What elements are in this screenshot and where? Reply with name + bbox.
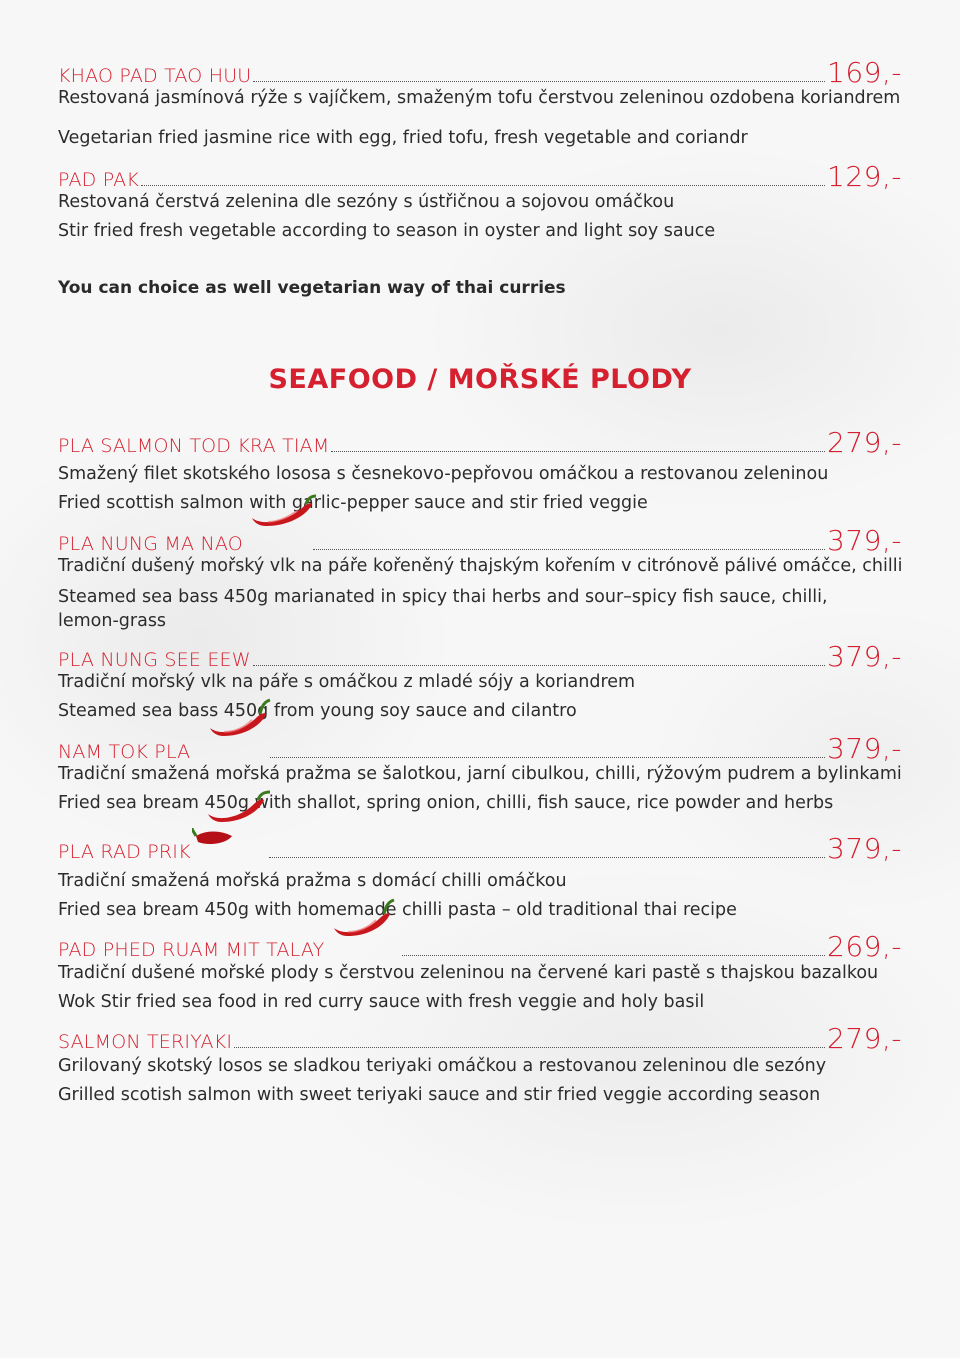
dish-description-en: Fried scottish salmon with garlic-pepper sauce and stir fried veggie bbox=[58, 493, 648, 513]
menu-item-name-row bbox=[58, 426, 902, 458]
dish-description-en: Fried sea bream 450g with shallot, spring onion, chilli, fish sauce, rice powder and herbs bbox=[58, 793, 834, 813]
dish-description-cz: Tradiční smažená mořská pražma se šalotkou, jarní cibulkou, chilli, rýžovým pudrem a bylinkami bbox=[58, 764, 902, 784]
dish-name: PAD PAK bbox=[58, 169, 140, 191]
dot-leader bbox=[253, 665, 825, 666]
chili-pepper-icon bbox=[246, 492, 318, 530]
dot-leader bbox=[269, 857, 825, 858]
chili-pepper-icon bbox=[330, 898, 396, 940]
dish-description-cz: Tradiční dušené mořské plody s čerstvou zeleninou na červené kari pastě s thajskou bazalkou bbox=[58, 963, 879, 983]
dot-leader bbox=[234, 1047, 825, 1048]
dish-description-cz: Restovaná čerstvá zelenina dle sezóny s ústřičnou a sojovou omáčkou bbox=[58, 192, 675, 212]
dish-description-cz: Grilovaný skotský losos se sladkou teriyaki omáčkou a restovanou zeleninou dle sezóny bbox=[58, 1056, 827, 1076]
dish-price: 279,- bbox=[827, 1022, 902, 1055]
menu-item-name-row bbox=[58, 524, 902, 556]
menu-item-name-row bbox=[58, 56, 902, 88]
dish-description-en: Steamed sea bass 450g marianated in spicy thai herbs and sour–spicy fish sauce, chilli, lemon-grass bbox=[58, 587, 828, 631]
dish-name: PAD PHED RUAM MIT TALAY bbox=[58, 939, 325, 961]
dish-price: 379,- bbox=[827, 732, 902, 765]
dish-description-en: Stir fried fresh vegetable according to season in oyster and light soy sauce bbox=[58, 221, 716, 241]
dish-price: 129,- bbox=[827, 160, 902, 193]
dot-leader bbox=[141, 185, 825, 186]
dot-leader bbox=[331, 451, 825, 452]
dish-description-cz: Tradiční dušený mořský vlk na páře kořeněný thajským kořením v citrónově pálivé omáčce, chilli bbox=[58, 556, 903, 576]
dish-price: 169,- bbox=[827, 56, 902, 89]
dot-leader bbox=[270, 757, 825, 758]
dish-name: PLA SALMON TOD KRA TIAM bbox=[58, 435, 330, 457]
dish-description-en: Wok Stir fried sea food in red curry sauce with fresh veggie and holy basil bbox=[58, 992, 705, 1012]
dish-description-cz: Restovaná jasmínová rýže s vajíčkem, smaženým tofu čerstvou zeleninou ozdobena koriandrem bbox=[58, 88, 901, 108]
dish-name: NAM TOK PLA bbox=[58, 741, 191, 763]
dish-price: 379,- bbox=[827, 524, 902, 557]
dish-description-en: Grilled scotish salmon with sweet teriyaki sauce and stir fried veggie according season bbox=[58, 1085, 821, 1105]
dot-leader bbox=[313, 549, 825, 550]
section-title: SEAFOOD / MOŘSKÉ PLODY bbox=[268, 364, 692, 395]
dish-description-en: Vegetarian fried jasmine rice with egg, fried tofu, fresh vegetable and coriandr bbox=[58, 128, 748, 148]
vegetarian-note: You can choice as well vegetarian way of thai curries bbox=[58, 278, 566, 298]
chili-pepper-icon bbox=[192, 790, 272, 848]
dish-price: 269,- bbox=[827, 930, 902, 963]
menu-item-name-row bbox=[58, 160, 902, 192]
menu-item-name-row bbox=[58, 732, 902, 764]
menu-item-name-row bbox=[58, 832, 902, 864]
dish-description-cz: Smažený filet skotského lososa s česnekovo-pepřovou omáčkou a restovanou zeleninou bbox=[58, 464, 829, 484]
dish-description-cz: Tradiční smažená mořská pražma s domácí chilli omáčkou bbox=[58, 871, 567, 891]
chili-pepper-icon bbox=[206, 698, 272, 740]
menu-item-name-row bbox=[58, 1022, 902, 1054]
menu-item-name-row bbox=[58, 930, 902, 962]
dish-description-en: Fried sea bream 450g with homemade chilli pasta – old traditional thai recipe bbox=[58, 900, 737, 920]
dish-name: KHAO PAD TAO HUU bbox=[58, 65, 252, 87]
menu-item-name-row bbox=[58, 640, 902, 672]
dish-price: 379,- bbox=[827, 640, 902, 673]
dish-price: 379,- bbox=[827, 832, 902, 865]
dish-name: PLA NUNG MA NAO bbox=[58, 533, 243, 555]
dot-leader bbox=[253, 81, 825, 82]
dish-description-cz: Tradiční mořský vlk na páře s omáčkou z mladé sójy a koriandrem bbox=[58, 672, 636, 692]
dish-price: 279,- bbox=[827, 426, 902, 459]
dot-leader bbox=[402, 955, 825, 956]
dish-name: SALMON TERIYAKI bbox=[58, 1031, 233, 1053]
dish-description-en: Steamed sea bass 450g from young soy sauce and cilantro bbox=[58, 701, 577, 721]
dish-name: PLA NUNG SEE EEW bbox=[58, 649, 251, 671]
dish-name: PLA RAD PRIK bbox=[58, 841, 191, 863]
